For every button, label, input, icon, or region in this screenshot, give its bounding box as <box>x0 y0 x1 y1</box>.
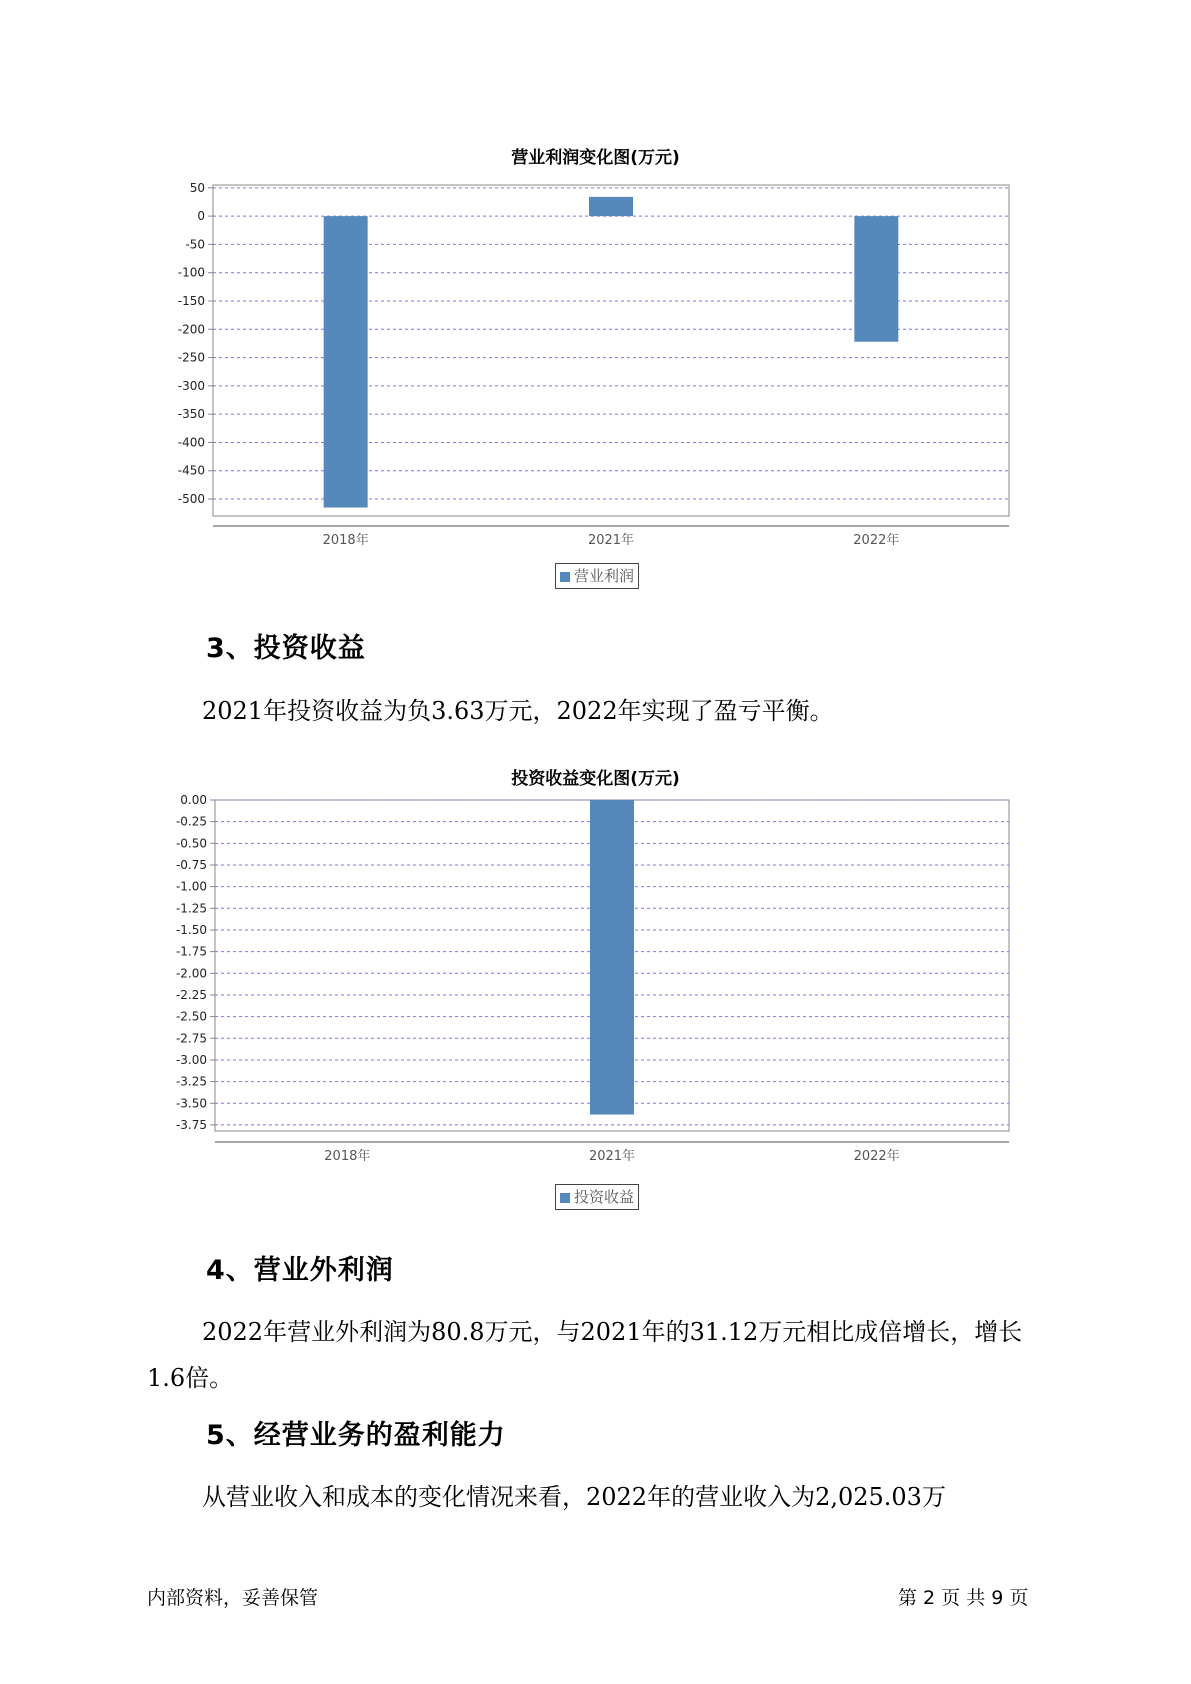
y-tick-label: -1.25 <box>175 901 207 916</box>
y-tick-label: -3.75 <box>175 1117 207 1132</box>
y-tick-label: -400 <box>177 435 205 450</box>
chart1-legend <box>555 563 639 589</box>
chart1-legend-label: 营业利润 <box>574 567 635 585</box>
y-tick-label: -100 <box>177 265 205 280</box>
y-tick-label: -2.25 <box>175 987 207 1002</box>
y-tick-label: -150 <box>177 293 205 308</box>
y-tick-label: -3.50 <box>175 1096 207 1111</box>
y-tick-label: -0.25 <box>175 814 207 829</box>
y-tick-label: -2.75 <box>175 1031 207 1046</box>
section-4-heading: 4、营业外利润 <box>206 1255 394 1286</box>
x-tick-label: 2021年 <box>588 1149 636 1164</box>
section-5-heading: 5、经营业务的盈利能力 <box>206 1420 506 1451</box>
y-tick-label: -250 <box>177 350 205 365</box>
legend-swatch <box>560 1193 570 1203</box>
section-5-text: 从营业收入和成本的变化情况来看，2022年的营业收入为2,025.03万 <box>202 1483 946 1511</box>
x-tick-label: 2018年 <box>322 533 369 548</box>
x-tick-label: 2021年 <box>587 533 635 548</box>
y-tick-label: -1.75 <box>175 944 207 959</box>
section-4-paragraph <box>147 1309 1047 1401</box>
y-tick-label: 50 <box>189 180 205 195</box>
y-tick-label: -450 <box>177 463 205 478</box>
y-tick-label: -0.50 <box>175 836 207 851</box>
x-tick-label: 2022年 <box>853 1149 900 1164</box>
y-tick-label: -0.75 <box>175 857 207 872</box>
footer-confidential: 内部资料，妥善保管 <box>147 1587 319 1609</box>
y-tick-label: -1.00 <box>175 879 207 894</box>
y-tick-label: -3.00 <box>175 1052 207 1067</box>
y-tick-label: -350 <box>177 407 205 422</box>
y-tick-label: -2.50 <box>175 1009 207 1024</box>
chart2-legend-label: 投资收益 <box>574 1188 635 1206</box>
section-4-text: 2022年营业外利润为80.8万元，与2021年的31.12万元相比成倍增长，增长1.6倍。 <box>147 1318 1023 1392</box>
y-tick-label: 0.00 <box>180 793 207 807</box>
x-tick-label: 2022年 <box>853 533 900 548</box>
y-tick-label: 0 <box>197 209 205 224</box>
chart2-title: 投资收益变化图(万元) <box>511 769 680 789</box>
y-tick-label: -500 <box>177 492 205 507</box>
chart2-legend <box>555 1184 639 1210</box>
footer-page-number: 第 2 页 共 9 页 <box>898 1587 1029 1609</box>
section-3-paragraph <box>147 688 1047 734</box>
chart1-title: 营业利润变化图(万元) <box>511 148 680 168</box>
y-tick-label: -1.50 <box>175 922 207 937</box>
bar-2021年 <box>590 800 634 1115</box>
y-tick-label: -50 <box>185 237 205 252</box>
y-tick-label: -300 <box>177 378 205 393</box>
x-tick-label: 2018年 <box>324 1149 371 1164</box>
legend-swatch <box>560 572 570 582</box>
section-5-paragraph <box>147 1474 1047 1520</box>
section-3-heading: 3、投资收益 <box>206 633 366 664</box>
y-tick-label: -2.00 <box>175 966 207 981</box>
y-tick-label: -3.25 <box>175 1074 207 1089</box>
section-3-text: 2021年投资收益为负3.63万元，2022年实现了盈亏平衡。 <box>202 697 834 725</box>
y-tick-label: -200 <box>177 322 205 337</box>
